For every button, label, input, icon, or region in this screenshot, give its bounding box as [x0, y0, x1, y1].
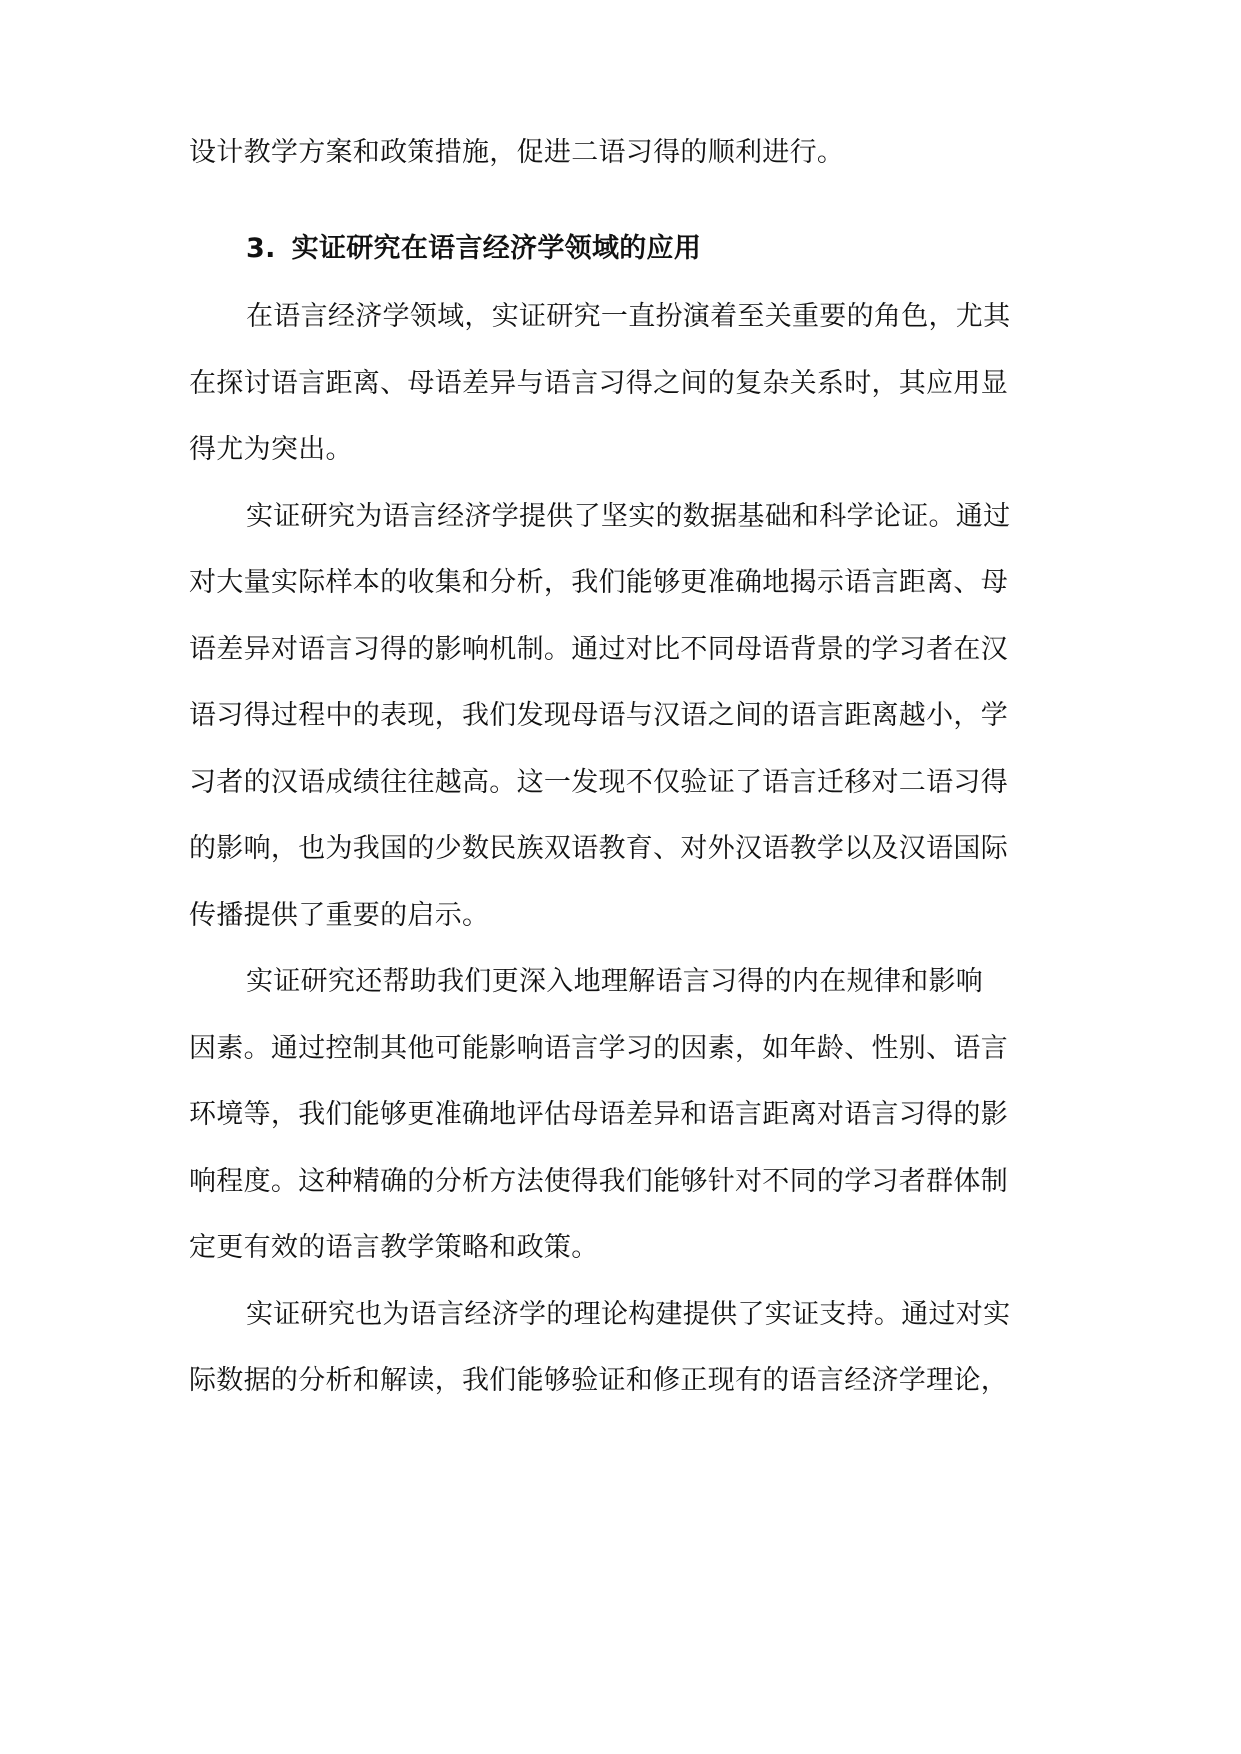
paragraph-line: 习者的汉语成绩往往越高。这一发现不仅验证了语言迁移对二语习得	[189, 767, 1008, 798]
paragraph-line: 因素。通过控制其他可能影响语言学习的因素，如年龄、性别、语言	[189, 1033, 1008, 1064]
paragraph-line: 在语言经济学领域，实证研究一直扮演着至关重要的角色，尤其	[246, 301, 1011, 332]
section-heading	[246, 229, 701, 269]
section-number: 3.	[246, 233, 276, 264]
paragraph-line: 语习得过程中的表现，我们发现母语与汉语之间的语言距离越小，学	[189, 700, 1008, 731]
paragraph-line: 在探讨语言距离、母语差异与语言习得之间的复杂关系时，其应用显	[189, 368, 1008, 399]
section-title: 实证研究在语言经济学领域的应用	[291, 233, 702, 264]
paragraph-line: 实证研究还帮助我们更深入地理解语言习得的内在规律和影响	[246, 966, 984, 997]
paragraph-line: 的影响，也为我国的少数民族双语教育、对外汉语教学以及汉语国际	[189, 833, 1008, 864]
paragraph-line: 对大量实际样本的收集和分析，我们能够更准确地揭示语言距离、母	[189, 567, 1008, 598]
paragraph-line: 实证研究也为语言经济学的理论构建提供了实证支持。通过对实	[246, 1299, 1011, 1330]
paragraph-line: 传播提供了重要的启示。	[189, 900, 490, 931]
paragraph-line: 定更有效的语言教学策略和政策。	[189, 1232, 599, 1263]
paragraph-line: 得尤为突出。	[189, 434, 353, 465]
paragraph-line: 环境等，我们能够更准确地评估母语差异和语言距离对语言习得的影	[189, 1099, 1008, 1130]
paragraph-line: 语差异对语言习得的影响机制。通过对比不同母语背景的学习者在汉	[189, 634, 1008, 665]
paragraph-line: 实证研究为语言经济学提供了坚实的数据基础和科学论证。通过	[246, 501, 1011, 532]
continuation-line: 设计教学方案和政策措施，促进二语习得的顺利进行。	[189, 137, 845, 168]
paragraph-line: 际数据的分析和解读，我们能够验证和修正现有的语言经济学理论，	[189, 1365, 1008, 1396]
paragraph-line: 响程度。这种精确的分析方法使得我们能够针对不同的学习者群体制	[189, 1166, 1008, 1197]
